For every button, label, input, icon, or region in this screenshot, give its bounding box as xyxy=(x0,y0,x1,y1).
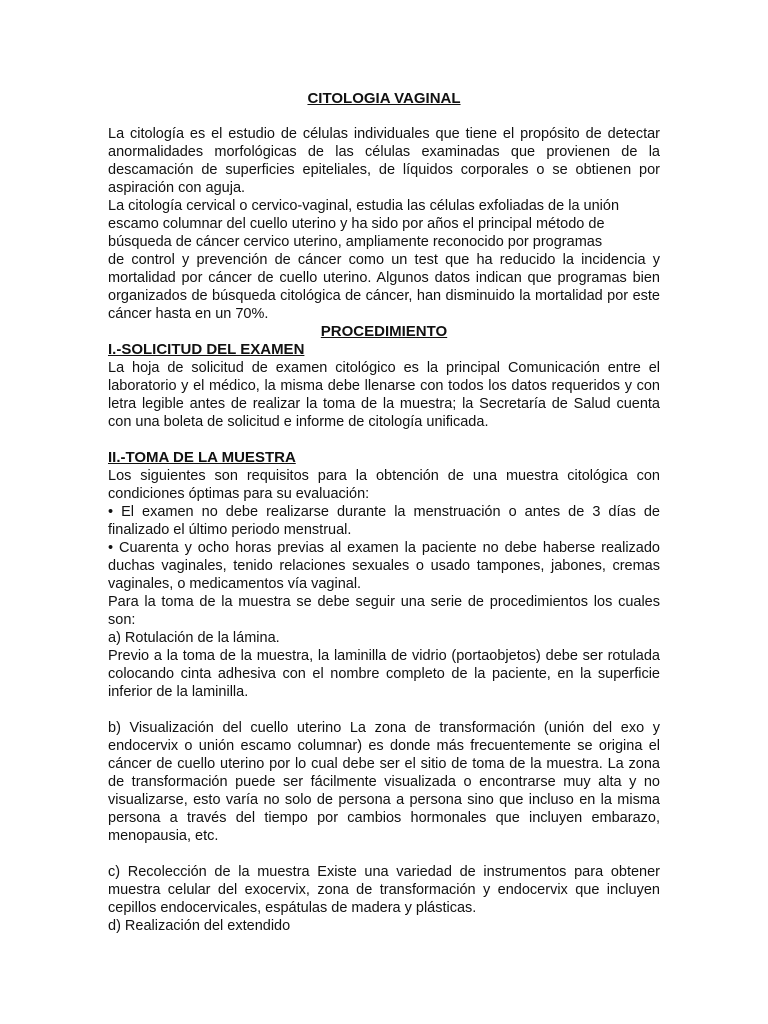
section-2-intro: Los siguientes son requisitos para la obtención de una muestra citológica con condiciones óptimas para su evaluación: xyxy=(108,468,660,502)
section-1-text: La hoja de solicitud de examen citológico es la principal Comunicación entre el laboratorio y el médico, la misma debe llenarse con todos los datos requeridos y con letra legible antes de realizar la toma de la muestra; la Secretaría de Salud cuenta con una boleta de solicitud e informe de citología unificada. xyxy=(108,360,660,430)
section-1-heading: I.-SOLICITUD DEL EXAMEN xyxy=(108,341,305,358)
section-2-bullet-1: • El examen no debe realizarse durante la menstruación o antes de 3 días de finalizado el último periodo menstrual. xyxy=(108,504,660,538)
procedimiento-title: PROCEDIMIENTO xyxy=(320,323,448,340)
document-title: CITOLOGIA VAGINAL xyxy=(307,90,461,107)
spacer xyxy=(108,701,660,719)
intro-paragraph-2: La citología cervical o cervico-vaginal, estudia las células exfoliadas de la unión escamo columnar del cuello uterino y ha sido por años el principal método de búsqueda de cáncer cervico uterino, ampliamente reconocido por programas xyxy=(108,198,620,250)
section-2-bullet-2: • Cuarenta y ocho horas previas al examen la paciente no debe haberse realizado duchas vaginales, tenido relaciones sexuales o usado tampones, jabones, cremas vaginales, o medicamentos vía vaginal. xyxy=(108,540,660,592)
step-c-text: c) Recolección de la muestra Existe una variedad de instrumentos para obtener muestra celular del exocervix, zona de transformación y endocervix que incluyen cepillos endocervicales, espátulas de madera y plásticas. xyxy=(108,864,660,916)
step-a-title: a) Rotulación de la lámina. xyxy=(108,630,280,646)
section-2-steps-intro: Para la toma de la muestra se debe seguir una serie de procedimientos los cuales son: xyxy=(108,594,660,628)
step-b-text: b) Visualización del cuello uterino La zona de transformación (unión del exo y endocervix o unión escamo columnar) es donde más frecuentemente se origina el cáncer de cuello uterino por lo cual debe ser el sitio de toma de la muestra. La zona de transformación puede ser fácilmente visualizada o encontrarse muy alta y no visualizarse, esto varía no solo de persona a persona sino que incluso en la misma persona a través del tiempo por cambios hormonales que incluyen embarazo, menopausia, etc. xyxy=(108,720,660,844)
step-d-text: d) Realización del extendido xyxy=(108,918,291,934)
intro-paragraph-1: La citología es el estudio de células individuales que tiene el propósito de detectar anormalidades morfológicas de las células examinadas que provienen de la descamación de superficies epiteliales, de líquidos corporales o se obtienen por aspiración con aguja. xyxy=(108,126,660,196)
step-a-text: Previo a la toma de la muestra, la laminilla de vidrio (portaobjetos) debe ser rotulada colocando cinta adhesiva con el nombre completo de la paciente, en la superficie inferior de la laminilla. xyxy=(108,648,660,700)
intro-paragraph-3: de control y prevención de cáncer como un test que ha reducido la incidencia y mortalidad por cáncer de cuello uterino. Algunos datos indican que programas bien organizados de búsqueda citológica de cáncer, han disminuido la mortalidad por este cáncer hasta en un 70%. xyxy=(108,252,660,322)
spacer xyxy=(108,845,660,863)
section-2-heading: II.-TOMA DE LA MUESTRA xyxy=(108,449,296,466)
spacer xyxy=(108,431,660,449)
document-page xyxy=(108,90,660,935)
